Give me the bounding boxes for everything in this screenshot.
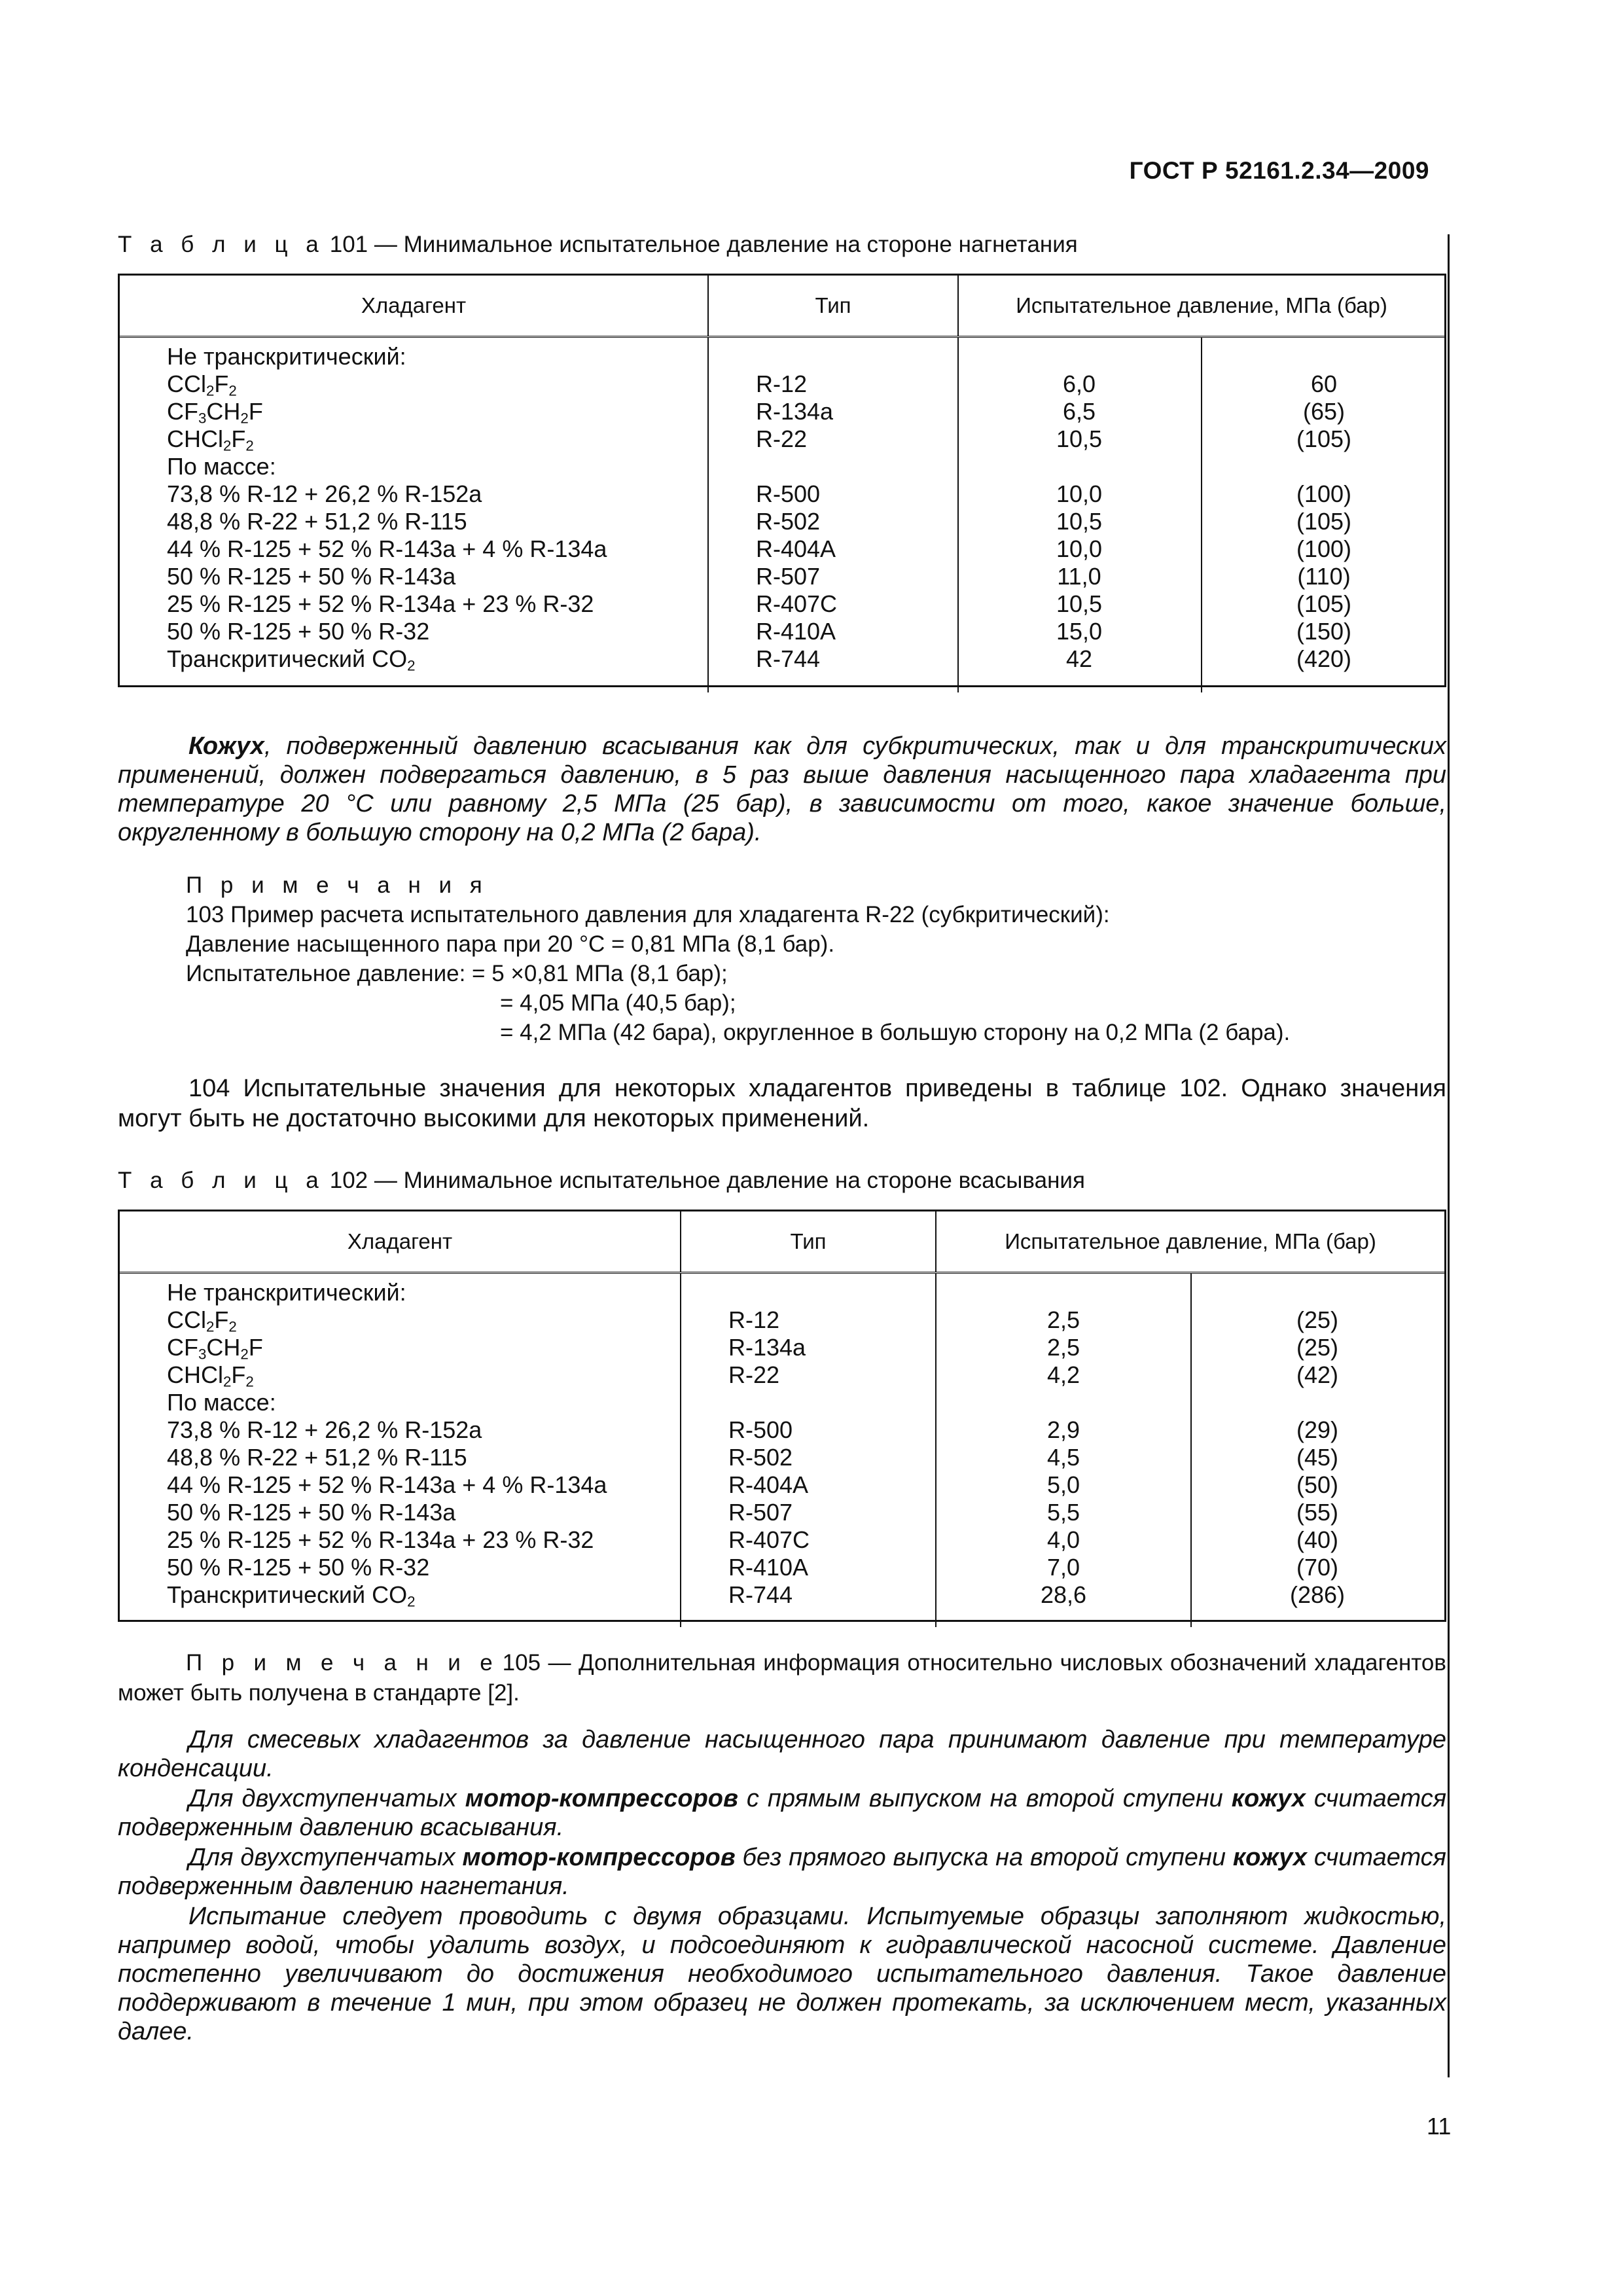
table-row: [120, 508, 1444, 535]
table-102-caption: [118, 1166, 1085, 1195]
pressure-bar-cell: (105): [1296, 508, 1352, 535]
refrigerant-cell: Не транскритический:: [167, 1279, 406, 1306]
refrigerant-cell: $CF_3CH_2F$: [167, 398, 263, 427]
column-header-refrigerant: Хладагент: [347, 1229, 453, 1253]
refrigerant-cell: По массе:: [167, 453, 276, 480]
type-cell: R-404A: [728, 1471, 809, 1498]
type-cell: R-410A: [756, 618, 836, 645]
column-header-refrigerant: Хладагент: [361, 293, 467, 317]
table-102-body: [120, 1274, 1444, 1627]
pressure-mpa-cell: 2,9: [1046, 1416, 1080, 1443]
pressure-mpa-cell: 42: [1065, 645, 1093, 672]
type-cell: R-410A: [728, 1554, 809, 1581]
table-row: [120, 563, 1444, 590]
refrigerant-cell: 73,8 % R-12 + 26,2 % R-152a: [167, 1416, 482, 1443]
refrigerant-cell: 25 % R-125 + 52 % R-134a + 23 % R-32: [167, 590, 594, 617]
note-105-text: 105 — Дополнительная информация относительно числовых обозначений хладагентов может быть получена в стандарте [2].: [118, 1650, 1446, 1706]
two-stage-indirect-paragraph: Для двухступенчатых мотор-компрессоров без прямого выпуска на второй ступени кожух считается подверженным давлению нагнетания.: [118, 1844, 1446, 1900]
refrigerant-cell: Транскритический $CO_2$: [167, 645, 416, 674]
type-cell: R-134a: [728, 1334, 806, 1361]
table-102-header: [120, 1211, 1444, 1274]
refrigerant-cell: $CCl_2F_2$: [167, 1306, 237, 1335]
table-row: [120, 1416, 1444, 1444]
type-cell: R-407C: [756, 590, 838, 617]
type-cell: R-502: [756, 508, 821, 535]
type-cell: R-507: [728, 1499, 793, 1526]
type-cell: R-22: [756, 425, 808, 452]
refrigerant-cell: $CCl_2F_2$: [167, 370, 237, 399]
note-line: = 4,05 МПа (40,5 бар);: [500, 990, 736, 1016]
table-row: [120, 398, 1444, 425]
note-line: 103 Пример расчета испытательного давления для хладагента R-22 (субкритический):: [186, 902, 1110, 927]
pressure-bar-cell: (105): [1296, 425, 1352, 452]
table-row: [120, 453, 1444, 480]
table-row: [120, 1581, 1444, 1609]
pressure-mpa-cell: 15,0: [1056, 618, 1103, 645]
pressure-bar-cell: (105): [1296, 590, 1352, 617]
type-cell: R-404A: [756, 535, 836, 562]
type-cell: R-744: [728, 1581, 793, 1608]
pressure-mpa-cell: 10,0: [1056, 480, 1103, 507]
type-cell: R-500: [756, 480, 821, 507]
pressure-mpa-cell: 7,0: [1046, 1554, 1080, 1581]
pressure-bar-cell: (65): [1302, 398, 1346, 425]
type-cell: R-507: [756, 563, 821, 590]
note-105: [118, 1648, 1446, 1708]
table-row: [120, 425, 1444, 453]
pressure-bar-cell: (100): [1296, 480, 1352, 507]
table-102: [118, 1210, 1446, 1622]
pressure-mpa-cell: 6,5: [1062, 398, 1096, 425]
type-cell: R-500: [728, 1416, 793, 1443]
refrigerant-cell: 50 % R-125 + 50 % R-143a: [167, 563, 456, 590]
refrigerant-cell: 73,8 % R-12 + 26,2 % R-152a: [167, 480, 482, 507]
table-101-caption-text: 101 — Минимальное испытательное давление на стороне нагнетания: [329, 232, 1078, 257]
type-cell: R-22: [728, 1361, 780, 1388]
pressure-mpa-cell: 10,5: [1056, 590, 1103, 617]
pressure-bar-cell: (40): [1296, 1526, 1339, 1553]
type-cell: R-744: [756, 645, 821, 672]
table-102-caption-prefix: Т а б л и ц а: [118, 1168, 325, 1193]
term-enclosure: кожух: [1232, 1844, 1307, 1871]
refrigerant-cell: 44 % R-125 + 52 % R-143a + 4 % R-134a: [167, 535, 607, 562]
refrigerant-cell: $CF_3CH_2F$: [167, 1334, 263, 1363]
enclosure-paragraph-text: , подверженный давлению всасывания как для субкритических, так и для транскритических применений, должен подвергаться давлению, в 5 раз выше давления насыщенного пара хладагента при температуре 20 °С или равному 2,5 МПа (25 бар), в зависимости от того, какое значение больше, округленному в большую сторону на 0,2 МПа (2 бара).: [118, 732, 1446, 846]
change-bar: [1448, 234, 1450, 2077]
table-row: [120, 1389, 1444, 1416]
term-enclosure: кожух: [1231, 1785, 1306, 1812]
pressure-mpa-cell: 11,0: [1057, 563, 1101, 590]
pressure-bar-cell: (70): [1296, 1554, 1339, 1581]
mixed-refrigerant-paragraph: Для смесевых хладагентов за давление насыщенного пара принимают давление при температуре конденсации.: [118, 1726, 1446, 1782]
table-row: [120, 1306, 1444, 1334]
table-row: [120, 1279, 1444, 1306]
table-row: [120, 535, 1444, 563]
pressure-bar-cell: 60: [1310, 370, 1338, 397]
table-102-caption-text: 102 — Минимальное испытательное давление на стороне всасывания: [329, 1168, 1085, 1193]
refrigerant-cell: 25 % R-125 + 52 % R-134a + 23 % R-32: [167, 1526, 594, 1553]
table-row: [120, 480, 1444, 508]
type-cell: R-407C: [728, 1526, 810, 1553]
pressure-bar-cell: (29): [1296, 1416, 1339, 1443]
refrigerant-cell: $CHCl_2F_2$: [167, 425, 254, 454]
pressure-bar-cell: (100): [1296, 535, 1352, 562]
refrigerant-cell: По массе:: [167, 1389, 276, 1416]
refrigerant-cell: Транскритический $CO_2$: [167, 1581, 416, 1610]
pressure-mpa-cell: 5,0: [1046, 1471, 1080, 1498]
pressure-mpa-cell: 4,5: [1046, 1444, 1080, 1471]
pressure-bar-cell: (286): [1289, 1581, 1346, 1608]
pressure-bar-cell: (50): [1296, 1471, 1339, 1498]
pressure-mpa-cell: 10,5: [1056, 425, 1103, 452]
pressure-mpa-cell: 6,0: [1062, 370, 1096, 397]
table-row: [120, 1361, 1444, 1389]
table-row: [120, 645, 1444, 673]
paragraph-104: 104 Испытательные значения для некоторых хладагентов приведены в таблице 102. Однако значения могут быть не достаточно высокими для некоторых применений.: [118, 1075, 1446, 1132]
table-row: [120, 1444, 1444, 1471]
pressure-bar-cell: (110): [1297, 563, 1351, 590]
pressure-mpa-cell: 2,5: [1046, 1306, 1080, 1333]
type-cell: R-12: [728, 1306, 780, 1333]
term-motor-compressors: мотор-компрессоров: [462, 1844, 736, 1871]
column-header-type: Тип: [815, 293, 851, 317]
table-101-caption: [118, 230, 1078, 259]
type-cell: R-12: [756, 370, 808, 397]
two-stage-direct-paragraph: Для двухступенчатых мотор-компрессоров с прямым выпуском на второй ступени кожух считается подверженным давлению всасывания.: [118, 1785, 1447, 1841]
table-row: [120, 343, 1444, 370]
term-enclosure: Кожух: [188, 732, 264, 760]
pressure-bar-cell: (55): [1296, 1499, 1339, 1526]
pressure-bar-cell: (25): [1296, 1334, 1339, 1361]
refrigerant-cell: 48,8 % R-22 + 51,2 % R-115: [167, 508, 467, 535]
type-cell: R-502: [728, 1444, 793, 1471]
notes-block: [186, 870, 1290, 1047]
pressure-bar-cell: (150): [1296, 618, 1352, 645]
pressure-bar-cell: (45): [1296, 1444, 1339, 1471]
table-row: [120, 618, 1444, 645]
table-row: [120, 1471, 1444, 1499]
table-row: [120, 590, 1444, 618]
notes-title: П р и м е ч а н и я: [186, 872, 488, 898]
pressure-mpa-cell: 10,0: [1056, 535, 1103, 562]
refrigerant-cell: 50 % R-125 + 50 % R-32: [167, 1554, 430, 1581]
table-row: [120, 370, 1444, 398]
pressure-mpa-cell: 2,5: [1046, 1334, 1080, 1361]
note-105-prefix: П р и м е ч а н и е: [186, 1650, 499, 1676]
table-101-body: [120, 338, 1444, 692]
pressure-mpa-cell: 4,2: [1046, 1361, 1080, 1388]
document-code: ГОСТ Р 52161.2.34—2009: [1129, 157, 1429, 184]
page-number: 11: [1427, 2113, 1452, 2140]
column-header-type: Тип: [790, 1229, 827, 1253]
table-row: [120, 1526, 1444, 1554]
refrigerant-cell: 48,8 % R-22 + 51,2 % R-115: [167, 1444, 467, 1471]
note-line: = 4,2 МПа (42 бара), округленное в большую сторону на 0,2 МПа (2 бара).: [500, 1020, 1291, 1045]
refrigerant-cell: 44 % R-125 + 52 % R-143a + 4 % R-134a: [167, 1471, 607, 1498]
column-header-pressure: Испытательное давление, МПа (бар): [1005, 1229, 1376, 1253]
table-row: [120, 1554, 1444, 1581]
test-procedure-paragraph: Испытание следует проводить с двумя образцами. Испытуемые образцы заполняют жидкостью, например водой, чтобы удалить воздух, и подсоединяют к гидравлической насосной системе. Давление постепенно увеличивают до достижения необходимого испытательного давления. Такое давление поддерживают в течение 1 мин, при этом образец не должен протекать, за исключением мест, указанных далее.: [118, 1903, 1446, 2045]
column-header-pressure: Испытательное давление, МПа (бар): [1016, 293, 1387, 317]
pressure-mpa-cell: 5,5: [1046, 1499, 1080, 1526]
refrigerant-cell: 50 % R-125 + 50 % R-32: [167, 618, 430, 645]
table-row: [120, 1499, 1444, 1526]
note-line: Испытательное давление: = 5 ×0,81 МПа (8,1 бар);: [186, 961, 728, 986]
table-101-header: [120, 276, 1444, 338]
enclosure-paragraph: [118, 732, 1446, 847]
table-101-caption-prefix: Т а б л и ц а: [118, 232, 325, 257]
pressure-mpa-cell: 10,5: [1056, 508, 1103, 535]
pressure-mpa-cell: 28,6: [1040, 1581, 1087, 1608]
table-row: [120, 1334, 1444, 1361]
term-motor-compressors: мотор-компрессоров: [465, 1785, 738, 1812]
note-line: Давление насыщенного пара при 20 °С = 0,81 МПа (8,1 бар).: [186, 931, 835, 957]
type-cell: R-134a: [756, 398, 834, 425]
pressure-bar-cell: (25): [1296, 1306, 1339, 1333]
pressure-bar-cell: (42): [1296, 1361, 1339, 1388]
pressure-mpa-cell: 4,0: [1046, 1526, 1080, 1553]
refrigerant-cell: 50 % R-125 + 50 % R-143a: [167, 1499, 456, 1526]
pressure-bar-cell: (420): [1296, 645, 1352, 672]
refrigerant-cell: Не транскритический:: [167, 343, 406, 370]
table-101: [118, 274, 1446, 687]
refrigerant-cell: $CHCl_2F_2$: [167, 1361, 254, 1390]
